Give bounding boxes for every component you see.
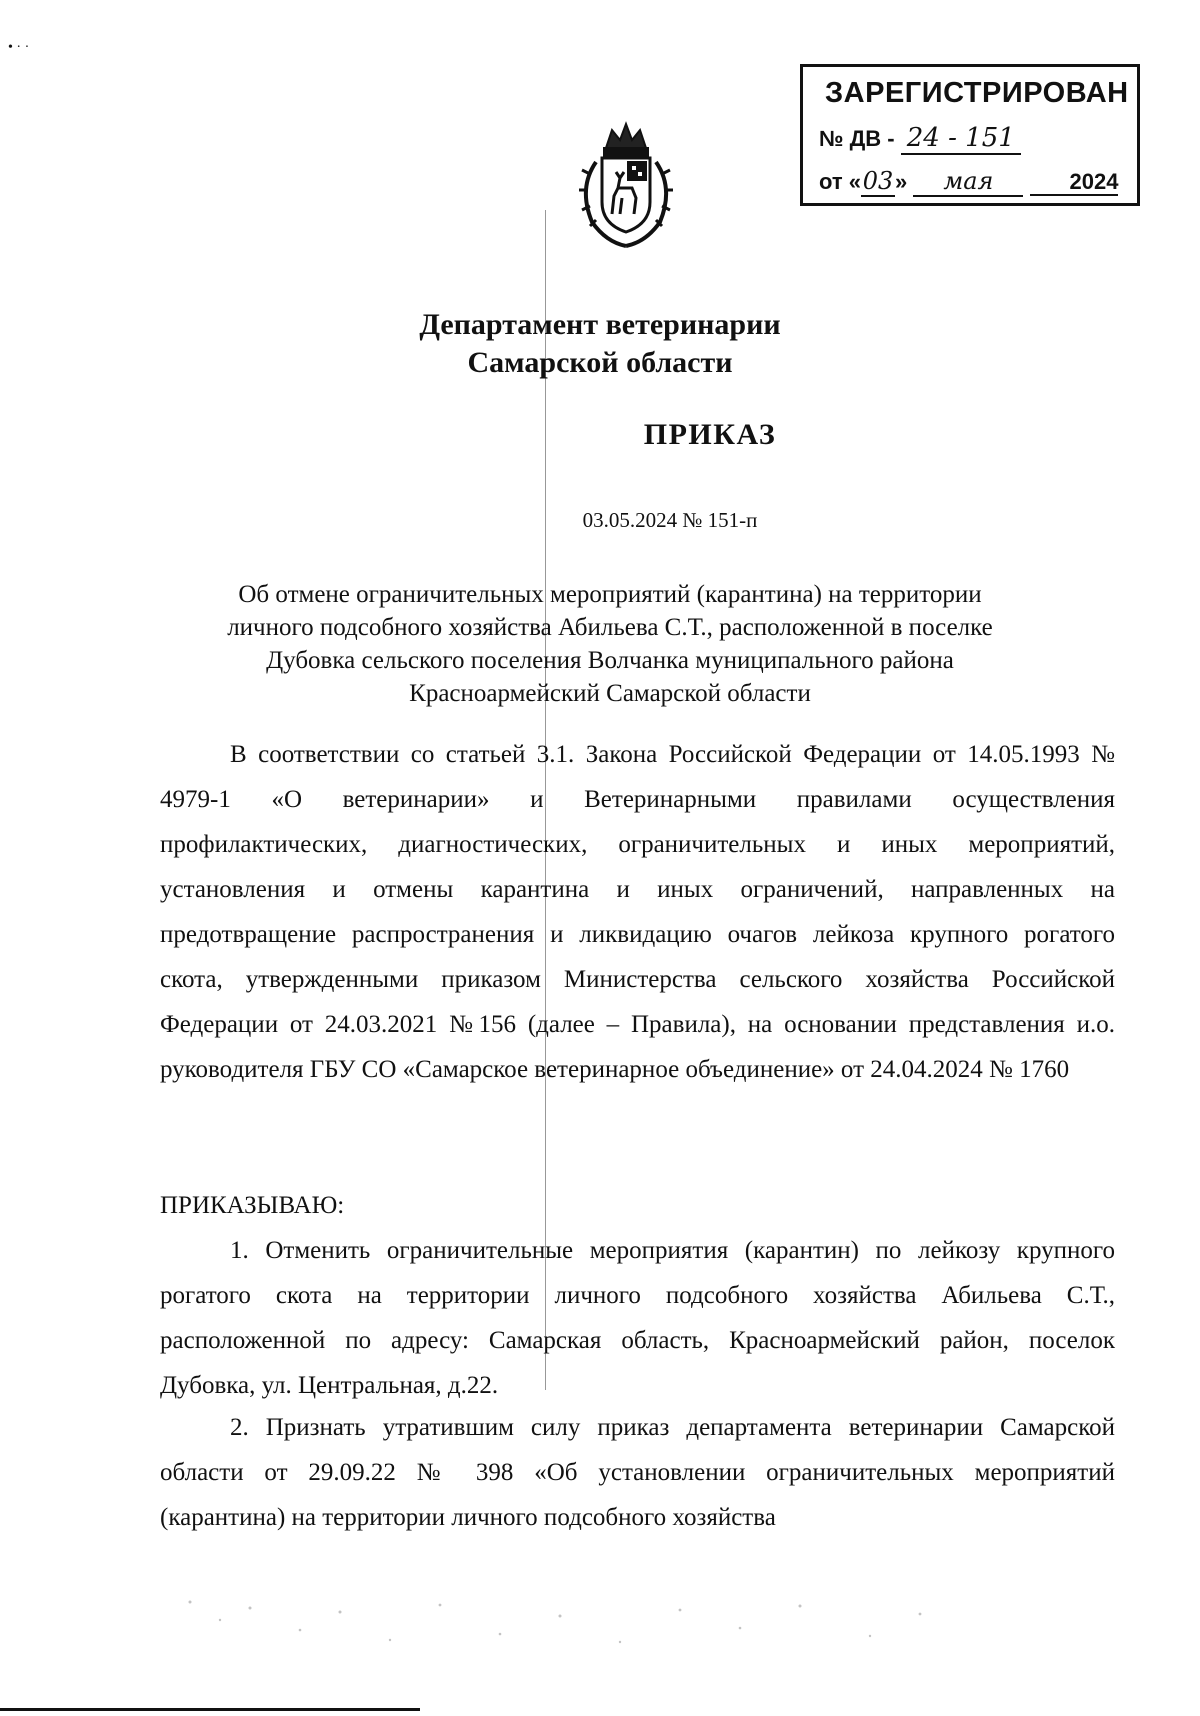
stamp-title: ЗАРЕГИСТРИРОВАН — [825, 77, 1129, 109]
subject-line-4: Красноармейский Самарской области — [409, 680, 811, 707]
order-word: ПРИКАЗЫВАЮ: — [160, 1192, 345, 1219]
stamp-date-sep: » — [895, 169, 908, 194]
stamp-date-day: 03 — [862, 167, 894, 195]
scan-noise — [180, 1590, 940, 1660]
stamp-number-line — [819, 123, 1119, 153]
order-title: ПРИКАЗ — [643, 418, 777, 451]
preamble-paragraph: В соответствии со статьей 3.1. Закона Российской Федерации от 14.05.1993 № 4979-1 «О ветеринарии» и Ветеринарными правилами осуществления профилактических, диагностических, ограничительных и иных мероприятий, установления и отмены карантина и иных ограничений, направленных на предотвращение распространения и ликвидацию очагов лейкоза крупного рогатого скота, утвержденными приказом Министерства сельского хозяйства Российской Федерации от 24.03.2021 №156 (далее – Правила), на основании представления и.о. руководителя ГБУ СО «Самарское ветеринарное объединение» от 24.04.2024 № 1760 — [160, 741, 1115, 1083]
scan-specks: • · · — [8, 40, 30, 55]
department-line-1: Департамент ветеринарии — [419, 308, 781, 341]
stamp-number-value: 24 - 151 — [901, 123, 1021, 155]
order-item-2: 2. Признать утратившим силу приказ департамента ветеринарии Самарской области от 29.09.22 № 398 «Об установлении ограничительных мероприятий (карантина) на территории личного подсобного хозяйства — [160, 1414, 1115, 1531]
stamp-date-prefix: от « — [819, 169, 862, 194]
order-item-1: 1. Отменить ограничительные мероприятия (карантин) по лейкозу крупного рогатого скота на территории личного подсобного хозяйства Абильева С.Т., расположенной по адресу: Самарская область, Красноармейский район, поселок Дубовка, ул. Центральная, д.22. — [160, 1237, 1115, 1399]
subject-line-2: личного подсобного хозяйства Абильева С.Т., расположенной в поселке — [227, 614, 993, 641]
department-line-2: Самарской области — [467, 346, 733, 379]
stamp-date-year: 2024 — [1030, 169, 1119, 196]
stamp-number-prefix: № ДВ - — [819, 126, 895, 151]
subject-line-1: Об отмене ограничительных мероприятий (карантина) на территории — [238, 581, 982, 608]
bottom-edge-rule — [0, 1708, 420, 1711]
order-subject — [10, 578, 1200, 710]
order-date-number: 03.05.2024 № 151-п — [582, 508, 758, 532]
department-heading — [0, 306, 1200, 382]
coat-of-arms-emblem — [562, 118, 690, 254]
stamp-date-line — [819, 167, 1129, 197]
stamp-date-month: мая — [913, 167, 1023, 197]
subject-line-3: Дубовка сельского поселения Волчанка муниципального района — [266, 647, 954, 674]
registration-stamp — [800, 64, 1140, 206]
